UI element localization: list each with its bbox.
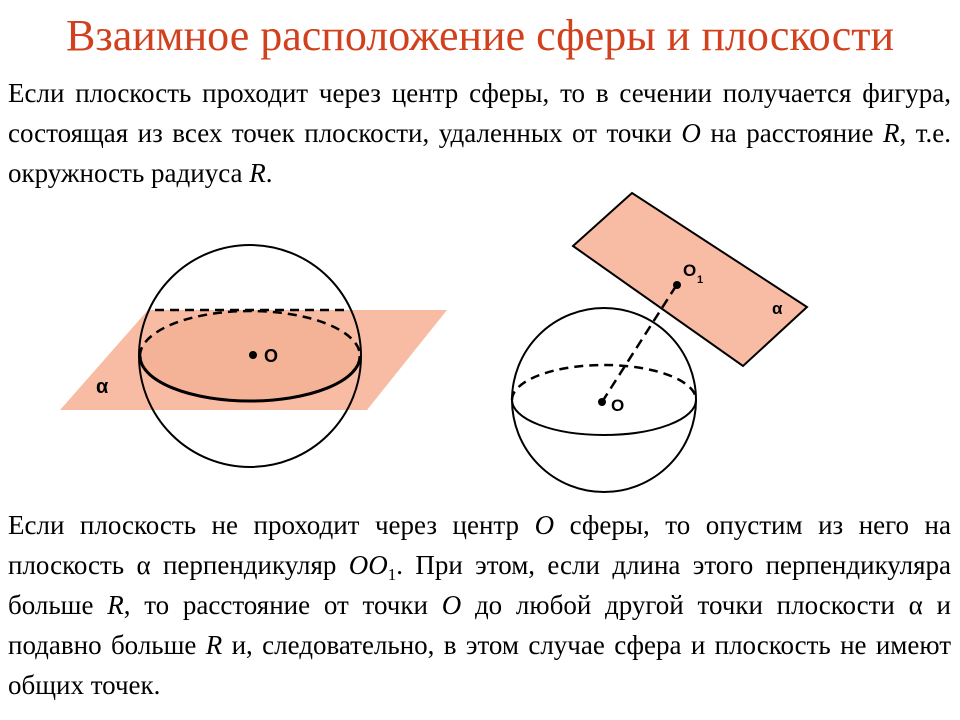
p1-text-b: на расстояние xyxy=(700,118,883,148)
figure-plane-away xyxy=(512,193,807,492)
perpendicular-oo1 xyxy=(602,286,676,402)
p2-radius-r-2: R xyxy=(205,630,223,660)
p2-text-d: , то расстояние от точки xyxy=(123,590,442,620)
plane-label-alpha: α xyxy=(96,376,109,398)
point-label-o1-sub: 1 xyxy=(697,274,704,286)
p2-point-o: O xyxy=(534,510,555,540)
p2-text-c: . При этом, если длина этого перпендикуляра больше xyxy=(8,550,951,620)
plane-label-alpha-2: α xyxy=(772,299,783,318)
figure-plane-through-center xyxy=(60,245,447,467)
p2-radius-r: R xyxy=(107,590,124,620)
equator-back-dashed xyxy=(512,365,696,400)
center-point-o xyxy=(249,351,257,359)
page-title: Взаимное расположение сферы и плоскости xyxy=(65,11,894,60)
center-label-o-2: O xyxy=(611,396,625,415)
p2-point-o-2: O xyxy=(441,590,462,620)
p1-text-c: , т.е. окружность радиуса xyxy=(8,118,951,188)
p2-text-b: сферы, то опустим из него на плоскость α перпендикуляр xyxy=(8,510,951,580)
p2-segment-sub: 1 xyxy=(387,565,397,584)
p1-text-d: . xyxy=(265,158,273,188)
p1-text-a: Если плоскость проходит через центр сферы, то в сечении получается фигура, состоящая из всех точек плоскости, удаленных от точки xyxy=(8,78,951,148)
p2-text-a: Если плоскость не проходит через центр xyxy=(8,510,535,540)
center-point-o-2 xyxy=(598,398,606,406)
paragraph-plane-not-through-center xyxy=(8,505,951,705)
p2-text-e: до любой другой точки плоскости α и подавно больше xyxy=(8,590,951,660)
point-o1 xyxy=(673,281,681,289)
p2-text-f: и, следовательно, в этом случае сфера и плоскость не имеют общих точек. xyxy=(8,630,951,700)
p1-radius-r2: R xyxy=(249,158,266,188)
p2-segment-oo: OO xyxy=(348,550,388,580)
p1-radius-r: R xyxy=(882,118,900,148)
center-label-o: O xyxy=(264,346,279,366)
point-label-o1: O xyxy=(683,261,697,280)
p1-point-o: O xyxy=(681,118,701,148)
